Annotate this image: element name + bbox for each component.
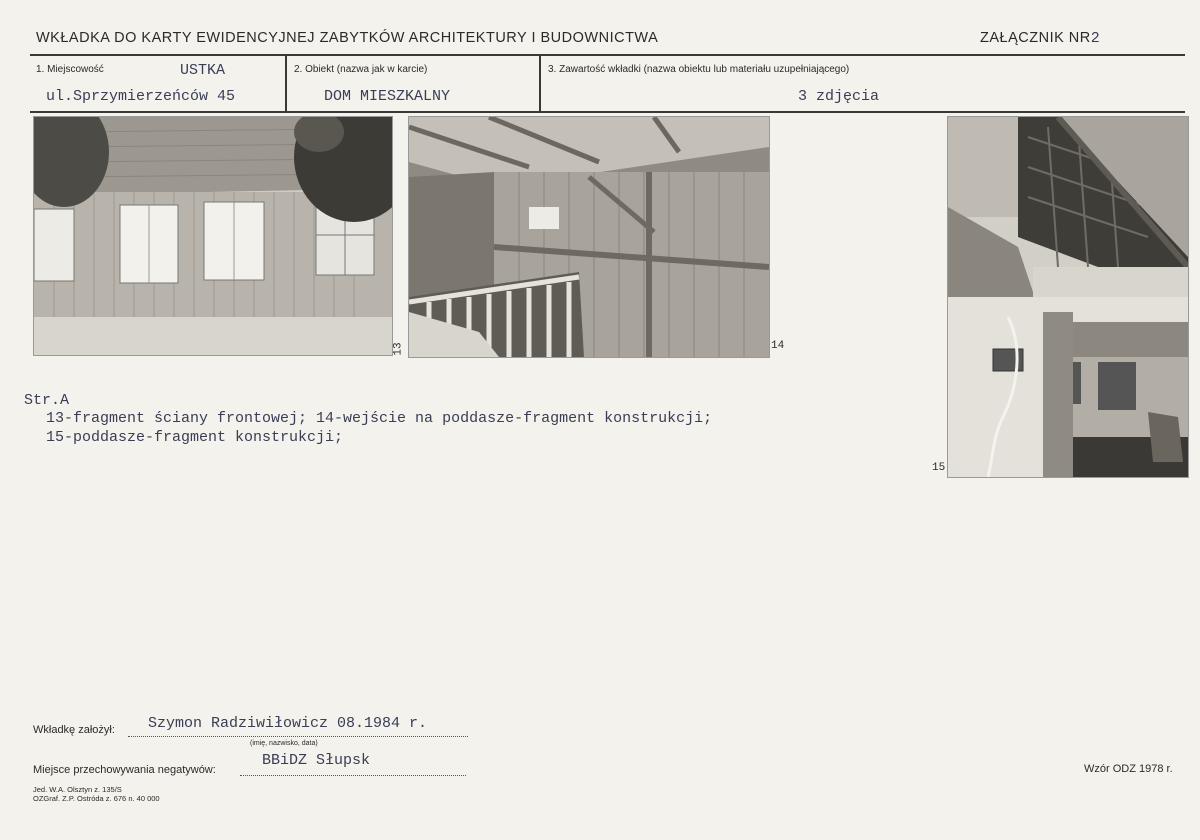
attic-construction-photo-icon — [948, 117, 1188, 477]
created-label: Wkładkę założył: — [33, 724, 115, 736]
created-hint: (imię, nazwisko, data) — [250, 740, 318, 747]
address-value: ul.Sprzymierzeńców 45 — [46, 88, 236, 105]
content-label: 3. Zawartość wkładki (nazwa obiektu lub materiału uzupełniającego) — [548, 64, 850, 75]
annex-number: 2 — [1090, 30, 1101, 47]
column-divider-1 — [285, 55, 287, 111]
photo-attic-construction — [947, 116, 1189, 478]
attic-stairs-photo-icon — [409, 117, 769, 357]
annex-label — [980, 30, 1100, 47]
photo-house-facade — [33, 116, 393, 356]
caption-line-1: 13-fragment ściany frontowej; 14-wejście na poddasze-fragment konstrukcji; — [46, 410, 713, 427]
photo-13-number: 13 — [392, 342, 405, 356]
object-label: 2. Obiekt (nazwa jak w karcie) — [294, 64, 428, 75]
house-facade-photo-icon — [34, 117, 392, 355]
content-value: 3 zdjęcia — [798, 88, 880, 105]
storage-underline — [240, 775, 466, 776]
storage-label: Miejsce przechowywania negatywów: — [33, 764, 216, 776]
caption-line-2: 15-poddasze-fragment konstrukcji; — [46, 429, 344, 446]
column-divider-2 — [539, 55, 541, 111]
object-value: DOM MIESZKALNY — [324, 88, 451, 105]
printer-line-1: Jed. W.A. Olsztyn z. 135/S — [33, 785, 122, 794]
storage-value: BBiDZ Słupsk — [262, 752, 371, 769]
locality-label: 1. Miejscowość — [36, 64, 104, 75]
photo-attic-stairs — [408, 116, 770, 358]
created-value: Szymon Radziwiłowicz 08.1984 r. — [148, 715, 428, 732]
header-bottom-rule — [30, 111, 1185, 113]
printer-line-2: OZGraf. Z.P. Ostróda z. 676 n. 40 000 — [33, 794, 160, 803]
annex-label-text: ZAŁĄCZNIK NR — [980, 30, 1091, 46]
model-label: Wzór ODZ 1978 r. — [1084, 763, 1173, 775]
page-marker: Str.A — [24, 392, 70, 409]
header-top-rule — [30, 54, 1185, 56]
locality-value: USTKA — [180, 62, 226, 79]
created-underline — [128, 736, 468, 737]
form-title: WKŁADKA DO KARTY EWIDENCYJNEJ ZABYTKÓW ARCHITEKTURY I BUDOWNICTWA — [36, 30, 659, 46]
photo-15-number: 15 — [932, 462, 946, 474]
photo-14-number: 14 — [771, 340, 785, 352]
